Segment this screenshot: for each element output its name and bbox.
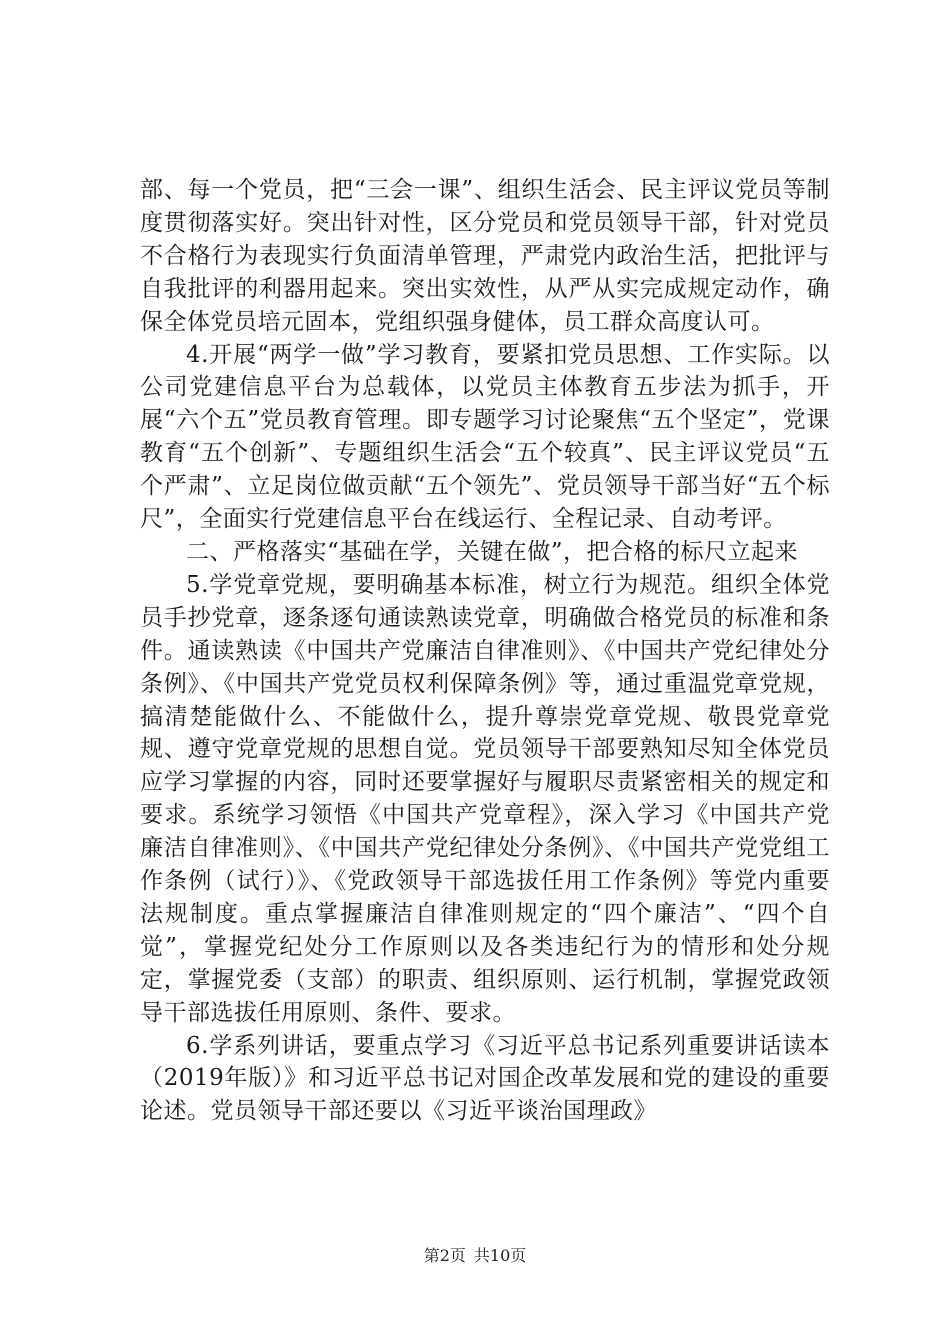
page-footer	[0, 1243, 950, 1266]
paragraph-item-5: 5.学党章党规，要明确基本标准，树立行为规范。组织全体党员手抄党章，逐条逐句通读熟读党章，明确做合格党员的标准和条件。通读熟读《中国共产党廉洁自律准则》、《中国共产党纪律处分条例》、《中国共产党党员权利保障条例》等，通过重温党章党规，搞清楚能做什么、不能做什么，提升尊崇党章党规、敬畏党章党规、遵守党章党规的思想自觉。党员领导干部要熟知尽知全体党员应学习掌握的内容，同时还要掌握好与履职尽责紧密相关的规定和要求。系统学习领悟《中国共产党章程》，深入学习《中国共产党廉洁自律准则》、《中国共产党纪律处分条例》、《中国共产党党组工作条例（试行）》、《党政领导干部选拔任用工作条例》等党内重要法规制度。重点掌握廉洁自律准则规定的“四个廉洁”、“四个自觉”，掌握党纪处分工作原则以及各类违纪行为的情形和处分规定，掌握党委（支部）的职责、组织原则、运行机制，掌握党政领导干部选拔任用原则、条件、要求。	[140, 571, 830, 1026]
paragraph-continuation: 部、每一个党员，把“三会一课”、组织生活会、民主评议党员等制度贯彻落实好。突出针对性，区分党员和党员领导干部，针对党员不合格行为表现实行负面清单管理，严肃党内政治生活，把批评与自我批评的利器用起来。突出实效性，从严从实完成规定动作，确保全体党员培元固本，党组织强身健体，员工群众高度认可。	[140, 177, 830, 335]
paragraph-item-4: 4.开展“两学一做”学习教育，要紧扣党员思想、工作实际。以公司党建信息平台为总载体，以党员主体教育五步法为抓手，开展“六个五”党员教育管理。即专题学习讨论聚焦“五个坚定”，党课教育“五个创新”、专题组织生活会“五个较真”、民主评议党员“五个严肃”、立足岗位做贡献“五个领先”、党员领导干部当好“五个标尺”，全面实行党建信息平台在线运行、全程记录、自动考评。	[140, 341, 830, 533]
page-total: 共10页	[473, 1246, 527, 1265]
paragraph-item-6: 6.学系列讲话，要重点学习《习近平总书记系列重要讲话读本（2019年版）》和习近平总书记对国企改革发展和党的建设的重要论述。党员领导干部还要以《习近平谈治国理政》	[140, 1032, 830, 1125]
page-number: 第2页	[423, 1246, 466, 1265]
section-heading-2: 二、严格落实“基础在学，关键在做”，把合格的标尺立起来	[186, 538, 799, 565]
document-body	[140, 174, 830, 1128]
